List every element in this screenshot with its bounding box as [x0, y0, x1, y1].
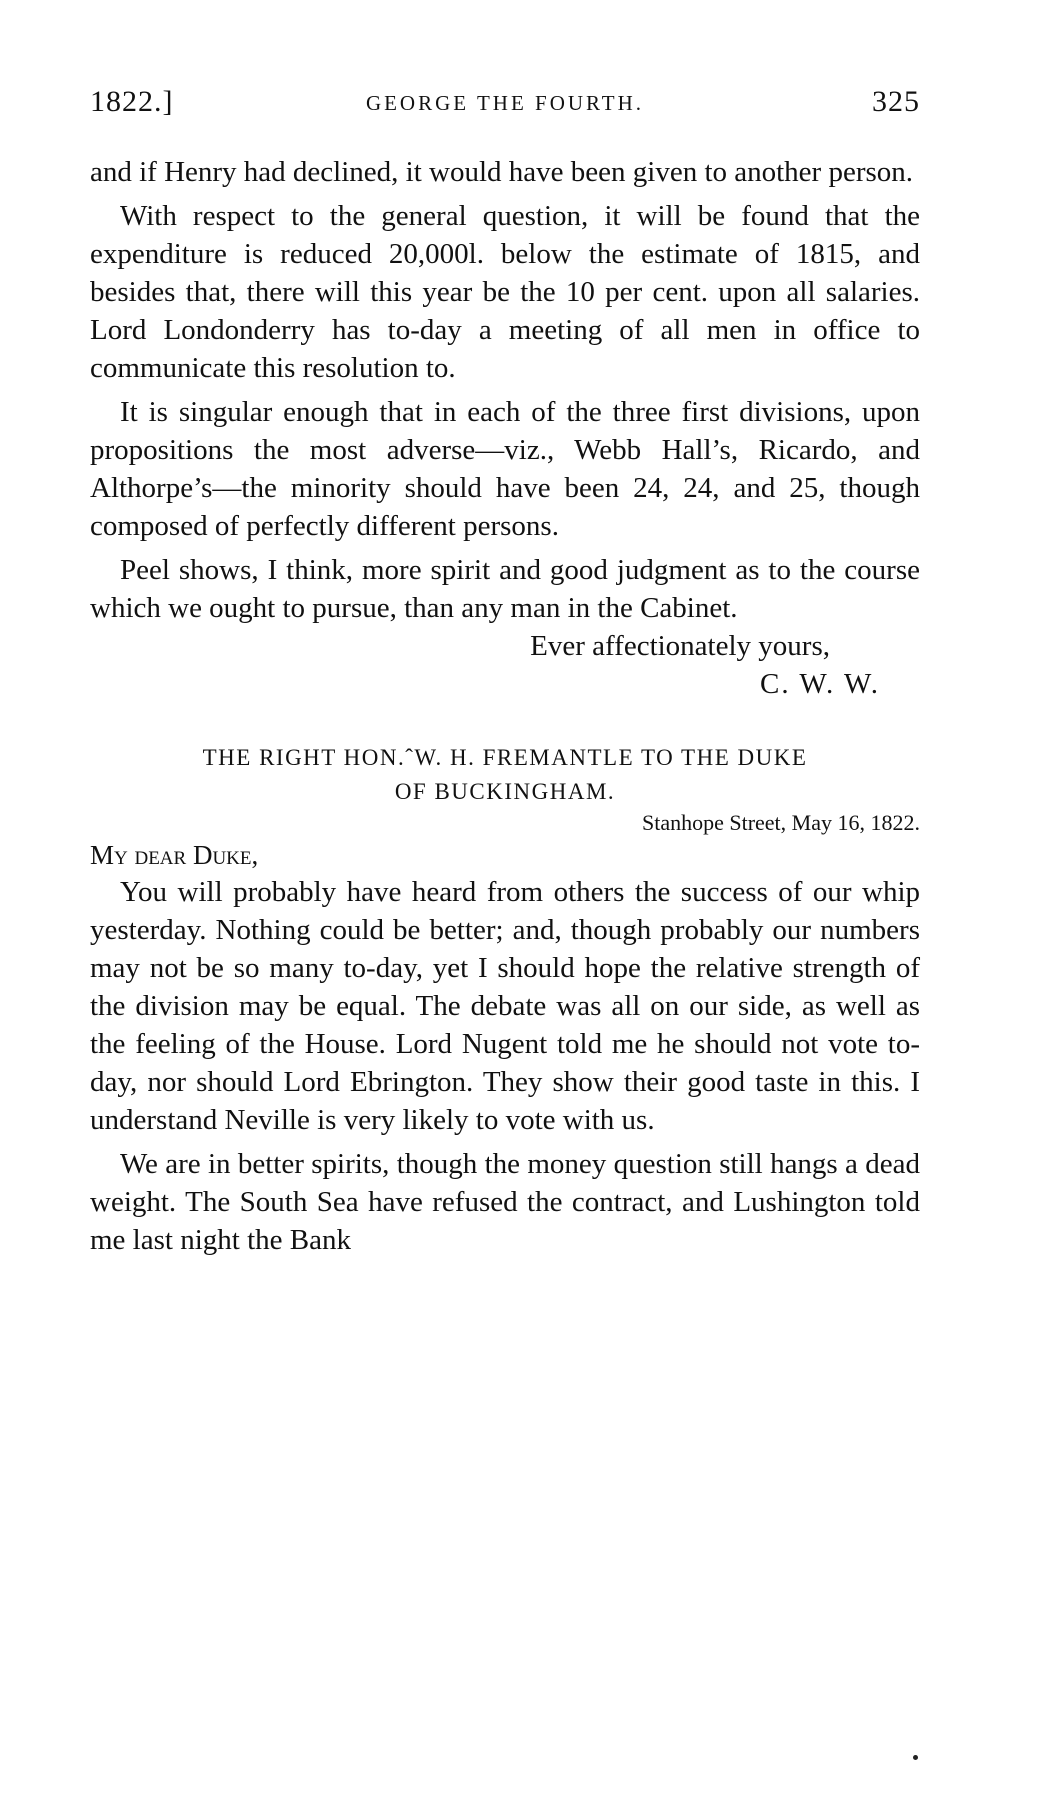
running-head	[90, 85, 920, 125]
letter-heading-line-1: THE RIGHT HON.ˆW. H. FREMANTLE TO THE DUKE	[202, 745, 808, 770]
book-page	[90, 0, 920, 1801]
print-speck	[913, 1755, 918, 1760]
letter-paragraph-spirits: We are in better spirits, though the money question still hangs a dead weight. The South Sea have refused the contract, and Lushington told me last night the Bank	[90, 1148, 920, 1256]
letter-paragraph-whip: You will probably have heard from others the success of our whip yesterday. Nothing could be better; and, though probably our numbers may not be so many to-day, yet I should hope the relative strength of the division may be equal. The debate was all on our side, as well as the feeling of the House. Lord Nugent told me he should not vote to-day, nor should Lord Ebrington. They show their good taste in this. I understand Neville is very likely to vote with us.	[90, 876, 920, 1136]
paragraph-peel: Peel shows, I think, more spirit and good judgment as to the course which we ought to pursue, than any man in the Cabinet.	[90, 554, 920, 624]
letter-signature: C. W. W.	[760, 668, 880, 700]
paragraph-continuation: and if Henry had declined, it would have been given to another person.	[90, 156, 914, 188]
paragraph-general-question: With respect to the general question, it will be found that the expenditure is reduced 20,000l. below the estimate of 1815, and besides that, there will this year be the 10 per cent. upon all salaries. Lord Londonderry has to-day a meeting of all men in office to communicate this resolution to.	[90, 200, 920, 384]
letter-heading	[90, 741, 920, 809]
letter-dateline: Stanhope Street, May 16, 1822.	[641, 810, 920, 835]
letter-closing: Ever affectionately yours,	[530, 630, 830, 662]
paragraph-divisions: It is singular enough that in each of the three first divisions, upon propositions the most adverse—viz., Webb Hall’s, Ricardo, and Althorpe’s—the minority should have been 24, 24, and 25, though composed of perfectly different persons.	[90, 396, 920, 542]
letter-heading-line-2: OF BUCKINGHAM.	[394, 779, 616, 804]
running-head-title: GEORGE THE FOURTH.	[365, 91, 645, 115]
page-body	[90, 153, 920, 1259]
running-head-year: 1822.]	[90, 85, 174, 118]
page-number: 325	[872, 85, 920, 118]
letter-salutation: My dear Duke,	[90, 840, 259, 870]
